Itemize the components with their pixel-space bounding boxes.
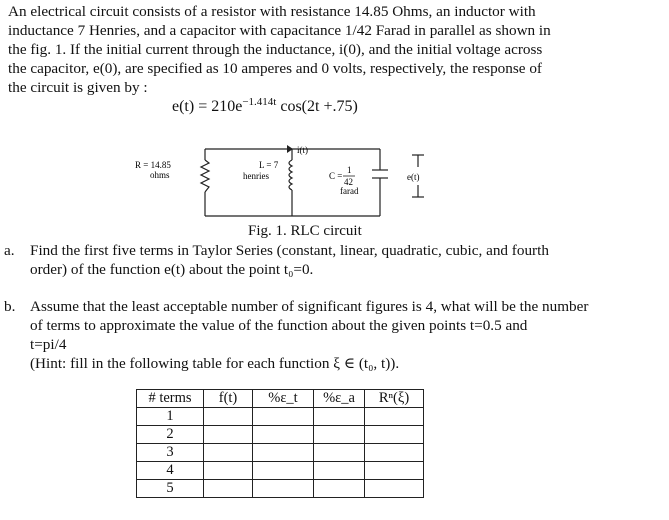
resistor-label-2: ohms bbox=[150, 170, 170, 180]
question-b-line-4: (Hint: fill in the following table for each function ξ ∈ (t₀, t)). bbox=[30, 355, 400, 372]
intro-line-3: the fig. 1. If the initial current through the inductance, i(0), and the initial voltage across bbox=[8, 41, 543, 58]
table-cell bbox=[204, 480, 253, 498]
table-cell bbox=[253, 444, 314, 462]
table-cell bbox=[253, 462, 314, 480]
table-cell-terms: 4 bbox=[137, 462, 204, 480]
table-cell bbox=[314, 426, 365, 444]
table-cell bbox=[365, 462, 424, 480]
table-cell bbox=[314, 408, 365, 426]
intro-line-4: the capacitor, e(0), are specified as 10 amperes and 0 volts, respectively, the response of bbox=[8, 60, 542, 77]
figure-caption: Fig. 1. RLC circuit bbox=[248, 223, 362, 239]
table-cell-terms: 2 bbox=[137, 426, 204, 444]
table-cell bbox=[204, 462, 253, 480]
question-a-line-2: order) of the function e(t) about the point t₀=0. bbox=[30, 261, 314, 278]
formula-rhs: cos(2t +.75) bbox=[276, 98, 358, 115]
capacitor-label-num: 1 bbox=[347, 165, 352, 175]
intro-line-2: inductance 7 Henries, and a capacitor with capacitance 1/42 Farad in parallel as shown in bbox=[8, 22, 551, 39]
capacitor-label-den: 42 bbox=[344, 177, 353, 187]
capacitor-label-unit: farad bbox=[340, 186, 359, 196]
table-header-row bbox=[137, 390, 424, 408]
question-b-text-1: Assume that the least acceptable number of significant figures is 4, what will be the number bbox=[30, 298, 589, 315]
table-cell bbox=[365, 444, 424, 462]
col-header-terms: # terms bbox=[137, 390, 204, 408]
formula-lhs: e(t) = 210e bbox=[172, 98, 243, 115]
taylor-table bbox=[136, 389, 424, 498]
resistor-label-1: R = 14.85 bbox=[135, 160, 171, 170]
intro-line-5: the circuit is given by : bbox=[8, 79, 148, 96]
col-header-ea: %ε_a bbox=[314, 390, 365, 408]
table-cell bbox=[253, 426, 314, 444]
table-row bbox=[137, 462, 424, 480]
capacitor-label-prefix: C = bbox=[329, 171, 343, 181]
table-cell bbox=[204, 444, 253, 462]
table-cell bbox=[314, 444, 365, 462]
col-header-rn: Rⁿ(ξ) bbox=[365, 390, 424, 408]
question-a-line-1 bbox=[4, 241, 549, 260]
table-cell bbox=[365, 480, 424, 498]
inductor-symbol bbox=[289, 160, 292, 190]
table-cell bbox=[314, 480, 365, 498]
question-b-line-3: t=pi/4 bbox=[30, 336, 67, 353]
table-cell-terms: 1 bbox=[137, 408, 204, 426]
table-cell bbox=[365, 408, 424, 426]
resistor-symbol bbox=[201, 160, 209, 192]
table-cell-terms: 3 bbox=[137, 444, 204, 462]
table-cell-terms: 5 bbox=[137, 480, 204, 498]
table-cell bbox=[314, 462, 365, 480]
table-cell bbox=[204, 408, 253, 426]
table-row bbox=[137, 444, 424, 462]
table-cell bbox=[253, 408, 314, 426]
current-label: i(t) bbox=[297, 145, 308, 155]
question-a-text-1: Find the first five terms in Taylor Series (constant, linear, quadratic, cubic, and fourth bbox=[30, 242, 549, 259]
col-header-et: %ε_t bbox=[253, 390, 314, 408]
table-cell bbox=[253, 480, 314, 498]
table-cell bbox=[365, 426, 424, 444]
intro-line-1: An electrical circuit consists of a resistor with resistance 14.85 Ohms, an inductor with bbox=[8, 3, 536, 20]
response-formula bbox=[172, 96, 358, 116]
col-header-ft: f(t) bbox=[204, 390, 253, 408]
question-b-line-2: of terms to approximate the value of the function about the given points t=0.5 and bbox=[30, 317, 528, 334]
formula-exponent: −1.414t bbox=[242, 96, 277, 108]
question-b-label: b. bbox=[4, 298, 16, 315]
table-row bbox=[137, 480, 424, 498]
current-arrow-icon bbox=[287, 145, 293, 153]
voltage-label: e(t) bbox=[407, 172, 420, 182]
question-b-line-1 bbox=[4, 297, 588, 316]
table-cell bbox=[204, 426, 253, 444]
inductor-label-1: L = 7 bbox=[259, 160, 279, 170]
question-a-label: a. bbox=[4, 242, 15, 259]
table-row bbox=[137, 426, 424, 444]
table-row bbox=[137, 408, 424, 426]
inductor-label-2: henries bbox=[243, 171, 269, 181]
